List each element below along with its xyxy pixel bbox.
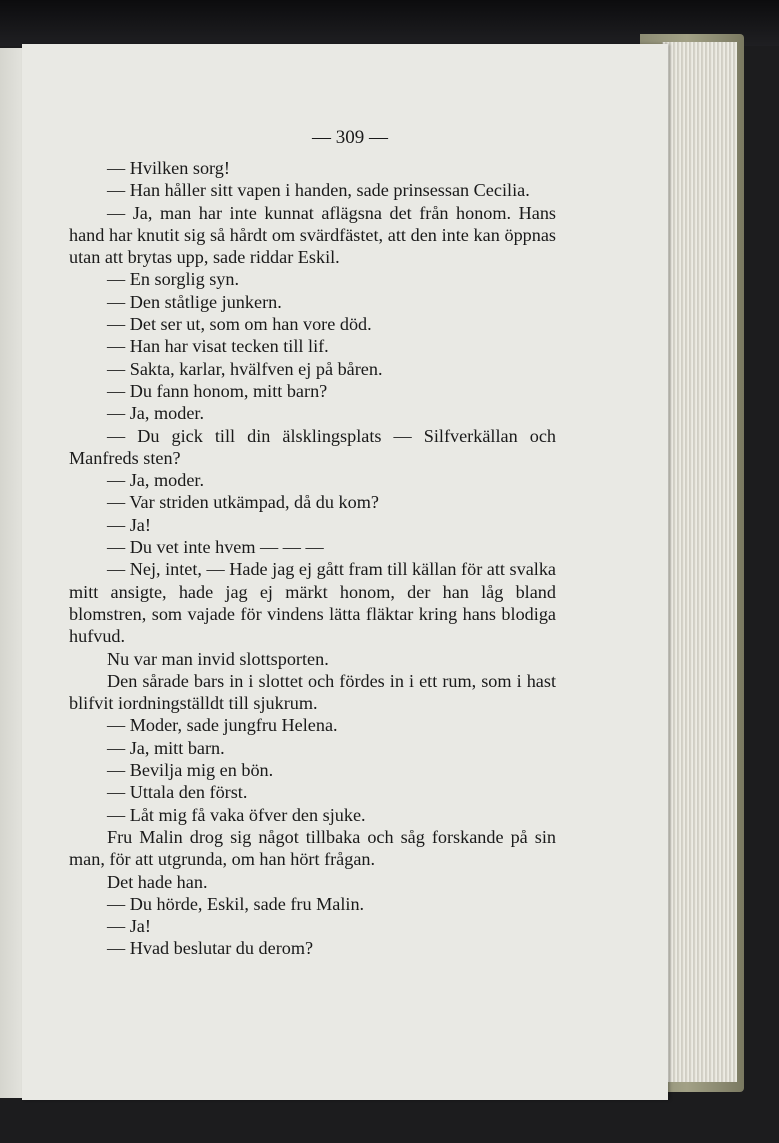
- paragraph: — Hvad beslutar du derom?: [107, 938, 314, 959]
- paragraph: — Det ser ut, som om han vore död.: [107, 314, 372, 335]
- book-page: [22, 44, 668, 1100]
- paragraph: — Ja, moder.: [107, 403, 204, 424]
- paragraph: — Ja, moder.: [107, 470, 204, 491]
- paragraph: — Uttala den först.: [107, 782, 248, 803]
- paragraph: — Han har visat tecken till lif.: [107, 336, 329, 357]
- paragraph: Nu var man invid slottsporten.: [107, 648, 329, 669]
- page-edges: [662, 42, 737, 1082]
- paragraph: — Ja, mitt barn.: [107, 737, 225, 758]
- paragraph: — Du fann honom, mitt barn?: [107, 380, 328, 401]
- paragraph: — Var striden utkämpad, då du kom?: [107, 492, 379, 513]
- paragraph: Det hade han.: [107, 871, 208, 892]
- page-text: [69, 157, 556, 960]
- paragraph: — Han håller sitt vapen i handen, sade prinsessan Cecilia.: [107, 180, 530, 201]
- paragraph: — Ja!: [107, 514, 151, 535]
- paragraph: — Hvilken sorg!: [107, 158, 230, 178]
- paragraph: — Du gick till din älsklingsplats — Silfverkällan och Manfreds sten?: [69, 425, 556, 468]
- paragraph: — Ja, man har inte kunnat aflägsna det från honom. Hans hand har knutit sig så hårdt om svärdfästet, att den inte kan öppnas utan att brytas upp, sade riddar Eskil.: [69, 202, 556, 268]
- paragraph: — Du vet inte hvem — — —: [107, 537, 324, 558]
- paragraph: — Bevilja mig en bön.: [107, 760, 274, 781]
- paragraph: — En sorglig syn.: [107, 269, 240, 290]
- paragraph: Fru Malin drog sig något tillbaka och såg forskande på sin man, för att utgrunda, om han hört frågan.: [69, 826, 556, 870]
- paragraph: — Du hörde, Eskil, sade fru Malin.: [107, 893, 365, 914]
- paragraph: — Den ståtlige junkern.: [107, 291, 282, 312]
- paragraph: — Låt mig få vaka öfver den sjuke.: [107, 804, 366, 825]
- paragraph: — Nej, intet, — Hade jag ej gått fram till källan för att svalka mitt ansigte, hade jag ej märkt honom, der han låg bland blomstren, som vajade för vindens lätta fläktar kring hans blodiga hufvud.: [69, 559, 556, 647]
- paragraph: — Ja!: [107, 916, 151, 937]
- paragraph: Den sårade bars in i slottet och fördes in i ett rum, som i hast blifvit iordningställdt till sjukrum.: [69, 670, 556, 714]
- page-number: — 309 —: [312, 127, 388, 148]
- paragraph: — Moder, sade jungfru Helena.: [107, 715, 338, 736]
- paragraph: — Sakta, karlar, hvälfven ej på båren.: [107, 358, 383, 379]
